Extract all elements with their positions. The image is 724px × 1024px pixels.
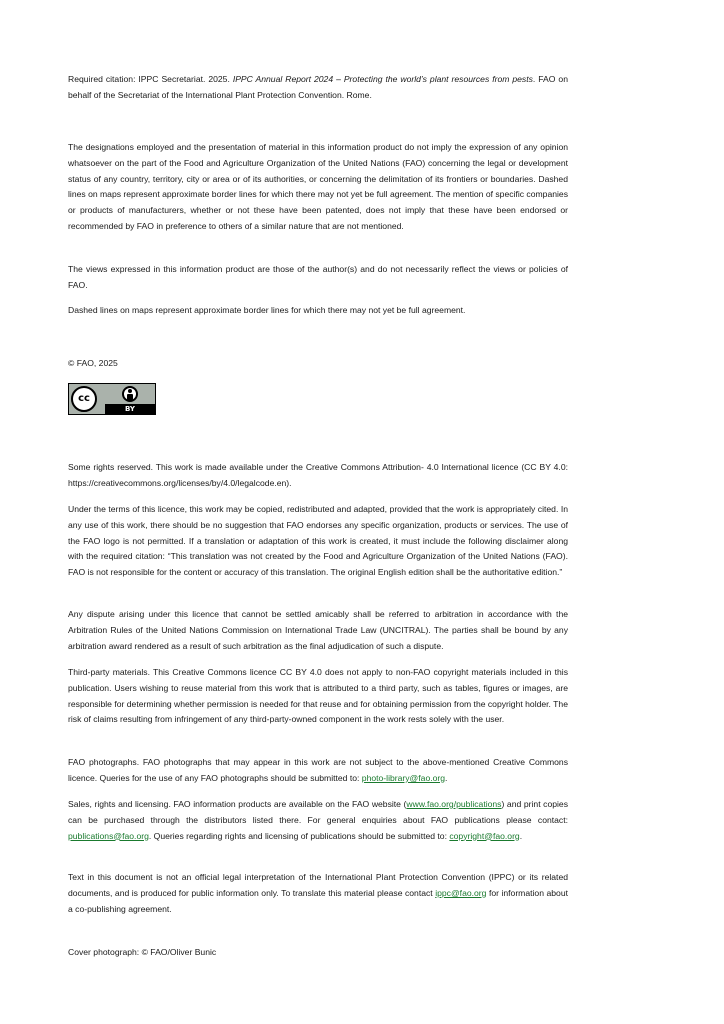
dashed-lines-note: Dashed lines on maps represent approximate border lines for which there may not yet be full agreement.: [68, 305, 466, 315]
ippc-email-link[interactable]: ippc@fao.org: [435, 887, 487, 898]
licence-terms: Under the terms of this licence, this work may be copied, redistributed and adapted, provided that the work is appropriately cited. In any use of this work, there should be no suggestion that FAO endorses any specific organization, products or services. The use of the FAO logo is not permitted. If a translation or adaptation of this work is created, it must include the following disclaimer along with the required citation: “This translation was not created by the Food and Agriculture Organization of the United Nations (FAO). FAO is not responsible for the content or accuracy of this translation. The original English edition shall be the authoritative edition.”: [68, 504, 568, 578]
cc-by-license-badge: [68, 383, 156, 415]
copyright-email-link[interactable]: copyright@fao.org: [449, 830, 520, 841]
fao-photographs: FAO photographs. FAO photographs that may appear in this work are not subject to the above-mentioned Creative Commons licence. Queries for the use of any FAO photographs should be submitted to: photo-library@fao.org.: [68, 757, 568, 783]
views-disclaimer: The views expressed in this information product are those of the author(s) and do not necessarily reflect the views or policies of FAO.: [68, 264, 568, 290]
attribution-icon: [122, 386, 138, 402]
fao-publications-website-link[interactable]: www.fao.org/publications: [406, 799, 502, 809]
designations-disclaimer: The designations employed and the presentation of material in this information product do not imply the expression of any opinion whatsoever on the part of the Food and Agriculture Organization of the United Nations (FAO) concerning the legal or development status of any country, territory, city or area or of its authorities, or concerning the delimitation of its frontiers or boundaries. Dashed lines on maps represent approximate border lines for which there may not yet be full agreement. The mention of specific companies or products of manufacturers, whether or not these have been patented, does not imply that these have been endorsed or recommended by FAO in preference to others of a similar nature that are not mentioned.: [68, 142, 568, 231]
cover-photo-credit: Cover photograph: © FAO/Oliver Bunic: [68, 947, 217, 957]
photo-library-email-link[interactable]: photo-library@fao.org: [361, 772, 446, 783]
citation-title: IPPC Annual Report 2024 – Protecting the world’s plant resources from pests: [232, 74, 533, 84]
publications-email-link[interactable]: publications@fao.org: [68, 830, 149, 841]
ippc-legal-note: Text in this document is not an official legal interpretation of the International Plant Protection Convention (IPPC) or its related documents, and is produced for public information only. To translate this material please contact ippc@fao.org for information about a co-publishing agreement.: [68, 872, 568, 914]
dispute-clause: Any dispute arising under this licence that cannot be settled amicably shall be referred to arbitration in accordance with the Arbitration Rules of the United Nations Commission on International Trade Law (UNCITRAL). The parties shall be bound by any arbitration award rendered as a result of such arbitration as the final adjudication of such a dispute.: [68, 609, 568, 651]
sales-rights-licensing: Sales, rights and licensing. FAO information products are available on the FAO website (www.fao.org/publications) and print copies can be purchased through the distributors listed there. For general enquiries about FAO publications please contact: publications@fao.org. Queries regarding rights and licensing of publications should be submitted to: copyright@fao.org.: [68, 799, 569, 841]
rights-reserved: Some rights reserved. This work is made available under the Creative Commons Attribution- 4.0 International licence (CC BY 4.0: https://creativecommons.org/licenses/by/4.0/legalcode.en).: [68, 462, 568, 488]
by-label: BY: [124, 405, 136, 413]
cc-icon: cc: [71, 386, 97, 412]
third-party-materials: Third-party materials. This Creative Commons licence CC BY 4.0 does not apply to non-FAO copyright materials included in this publication. Users wishing to reuse material from this work that is attributed to a third party, such as tables, figures or images, are responsible for determining whether permission is needed for that reuse and for obtaining permission from the copyright holder. The risk of claims resulting from infringement of any third-party-owned component in the work rests solely with the user.: [68, 667, 568, 725]
required-citation: Required citation: IPPC Secretariat. 2025. IPPC Annual Report 2024 – Protecting the world’s plant resources from pests. FAO on behalf of the Secretariat of the International Plant Protection Convention. Rome.: [68, 74, 568, 100]
copyright-notice: © FAO, 2025: [68, 358, 118, 368]
